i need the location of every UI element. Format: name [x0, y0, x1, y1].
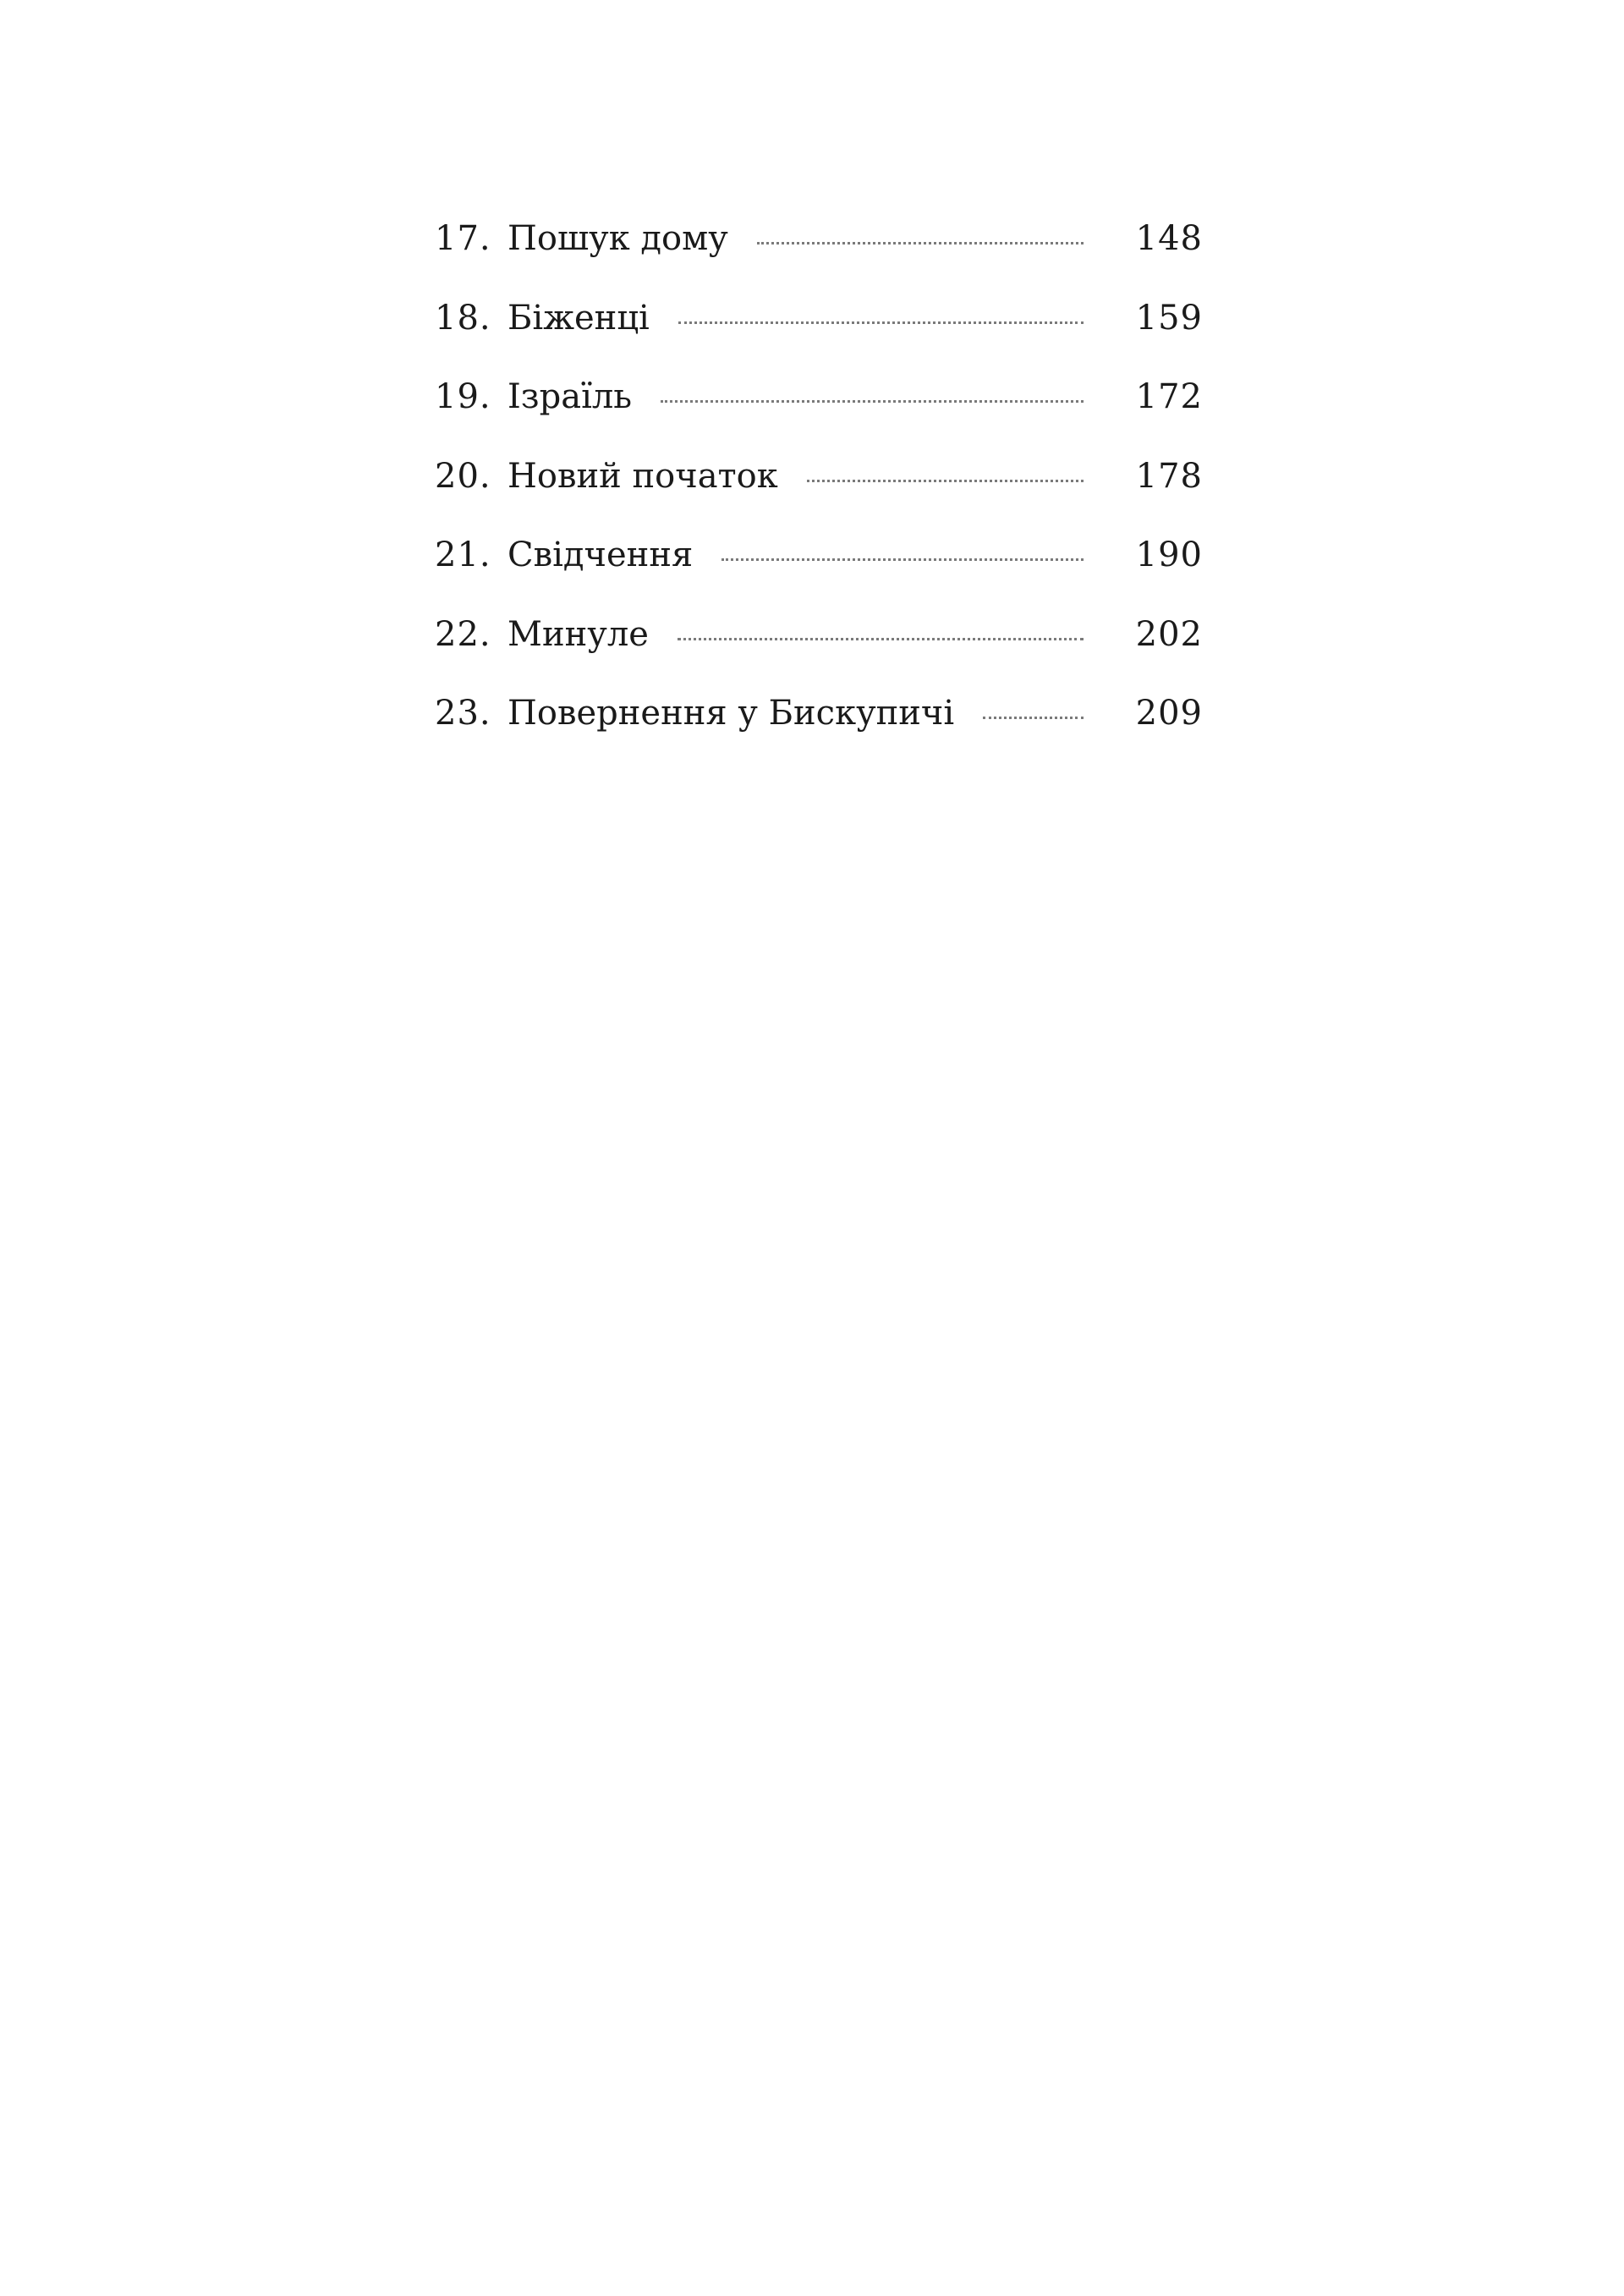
toc-entry[interactable]: [435, 696, 1203, 776]
toc-entry[interactable]: [435, 298, 1203, 381]
toc-entry-title: Новий початок: [508, 456, 778, 496]
toc-entry-page: 148: [1135, 219, 1203, 258]
toc-entry[interactable]: [435, 219, 1203, 301]
toc-entry-number: 20.: [435, 456, 491, 496]
toc-entry-title: Минуле: [508, 614, 649, 654]
dot-leader: [983, 713, 1084, 719]
toc-entry-number: 18.: [435, 298, 491, 338]
toc-entry-title: Пошук дому: [508, 219, 728, 258]
toc-entry-title: Повернення у Бискупичі: [508, 694, 955, 733]
table-of-contents: [435, 219, 1203, 776]
toc-entry[interactable]: [435, 456, 1203, 539]
toc-entry-page: 172: [1135, 377, 1203, 416]
toc-entry[interactable]: [435, 538, 1203, 618]
toc-entry-page: 202: [1135, 614, 1203, 654]
toc-entry-page: 209: [1135, 694, 1203, 733]
dot-leader: [757, 239, 1084, 244]
toc-entry-title: Свідчення: [508, 536, 694, 574]
toc-entry-page: 159: [1135, 298, 1203, 338]
toc-entry-page: 178: [1135, 456, 1203, 496]
dot-leader: [678, 634, 1084, 640]
dot-leader: [678, 318, 1084, 324]
dot-leader: [807, 476, 1084, 482]
toc-entry-title: Біженці: [508, 298, 650, 338]
toc-entry-number: 21.: [435, 536, 491, 574]
toc-entry-number: 23.: [435, 694, 491, 733]
toc-entry[interactable]: [435, 614, 1203, 697]
toc-entry-title: Ізраїль: [508, 377, 633, 416]
toc-entry-number: 17.: [435, 219, 491, 258]
toc-entry-page: 190: [1135, 536, 1203, 574]
dot-leader: [661, 397, 1084, 403]
toc-entry-number: 19.: [435, 377, 491, 416]
dot-leader: [721, 555, 1084, 561]
toc-entry-number: 22.: [435, 614, 491, 654]
toc-entry[interactable]: [435, 377, 1203, 459]
